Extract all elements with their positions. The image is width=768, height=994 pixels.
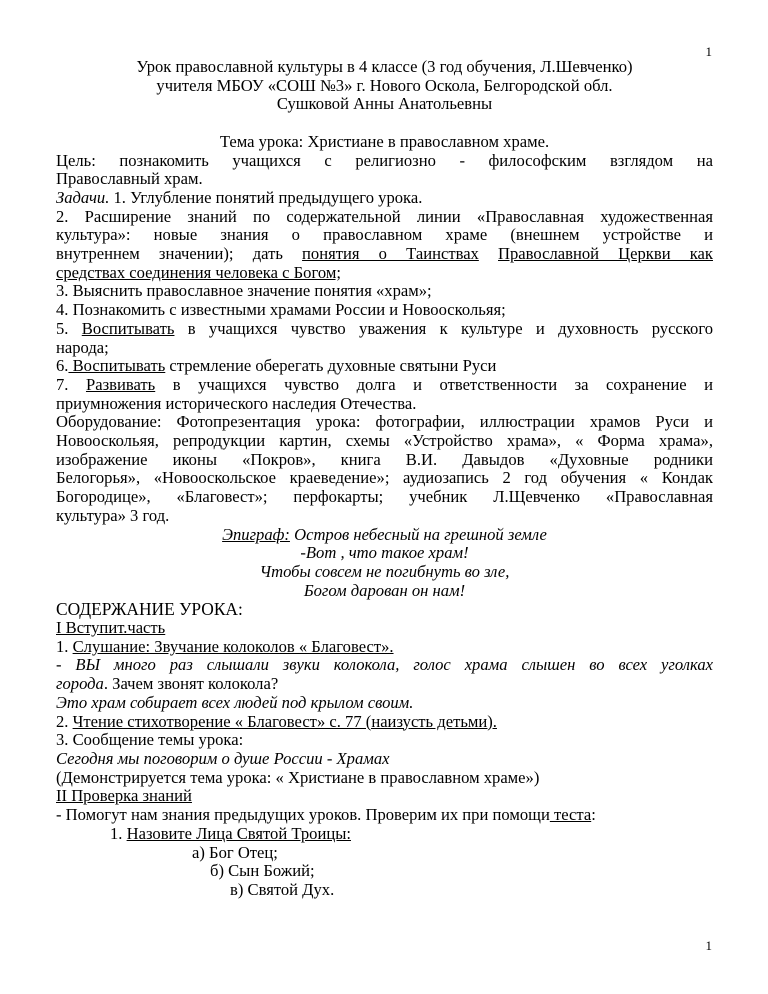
task-7-line-1: 7. Развивать в учащихся чувство долга и ответственности за сохранение и: [56, 374, 713, 394]
option-a: а) Бог Отец;: [192, 842, 278, 862]
task-5-line-1: 5. Воспитывать в учащихся чувство уважения к культуре и духовность русского: [56, 318, 714, 338]
bell-answer: Это храм собирает всех людей под крылом своим.: [56, 692, 414, 712]
epigraph-line-1: Эпиграф: Остров небесный на грешной земле: [222, 524, 547, 544]
task-2-line-3: внутреннем значении); дать понятия о Таинствах Православной Церкви как: [56, 244, 713, 264]
today-text: Сегодня мы поговорим о душе России - Храмах: [56, 749, 390, 768]
bell-quote-line-1: - ВЫ много раз слышали звуки колокола, голос храма слышен во всех уголках: [56, 655, 713, 675]
epigraph-line-4: Богом дарован он нам!: [303, 580, 466, 600]
equipment-line-3: изображение иконы «Покров», книга В.И. Давыдов «Духовные родники: [56, 449, 713, 469]
section-1-item-2: 2. Чтение стихотворение « Благовест» с. 77 (наизусть детьми).: [56, 711, 497, 731]
task-2-line-4: средствах соединения человека с Богом;: [56, 262, 341, 282]
goal-line-1: Цель: познакомить учащихся с религиозно - философским взглядом на: [56, 150, 713, 170]
epigraph-line-3: Чтобы совсем не погибнуть во зле,: [259, 561, 510, 581]
header-line-3: Сушковой Анны Анатольевны: [276, 94, 493, 114]
section-2-title: II Проверка знаний: [56, 786, 192, 806]
epigraph-label: Эпиграф:: [222, 524, 290, 544]
document-body: [56, 58, 713, 900]
option-c: в) Святой Дух.: [230, 879, 335, 899]
task-2-line-1: 2. Расширение знаний по содержательной линии «Православная художественная: [56, 206, 713, 226]
page-number-top: 1: [705, 44, 712, 59]
tasks-label: Задачи.: [56, 187, 110, 207]
section-1-item-3: 3. Сообщение темы урока:: [56, 730, 244, 750]
demo-text: (Демонстрируется тема урока: « Христиане в православном храме»): [56, 767, 540, 787]
task-1: Задачи. 1. Углубление понятий предыдущего урока.: [56, 187, 423, 207]
bell-quote-line-2: города. Зачем звонят колокола?: [56, 674, 279, 694]
question-1: 1. Назовите Лица Святой Троицы:: [110, 823, 351, 843]
task-3: 3. Выяснить православное значение понятия «храм»;: [56, 281, 432, 301]
equipment-line-4: Белогорья», «Новооскольское краеведение»; аудиозапись 2 год обучения « Кондак: [56, 468, 713, 488]
epigraph-line-2: -Вот , что такое храм!: [300, 543, 469, 563]
task-4: 4. Познакомить с известными храмами России и Новооскольяя;: [56, 300, 506, 320]
equipment-line-1: Оборудование: Фотопрезентация урока: фотографии, иллюстрации храмов Руси и: [56, 412, 713, 432]
section-2-intro: - Помогут нам знания предыдущих уроков. Проверим их при помощи теста:: [56, 805, 596, 825]
task-6: 6. Воспитывать стремление оберегать духовные святыни Руси: [56, 356, 497, 376]
option-b: б) Сын Божий;: [210, 861, 315, 881]
equipment-line-6: культура» 3 год.: [56, 505, 170, 525]
page-number-bottom: 1: [705, 938, 712, 953]
equipment-line-2: Новооскольяя, репродукции картин, схемы «Устройство храма», « Форма храма»,: [56, 431, 713, 451]
goal-line-2: Православный храм.: [56, 169, 203, 189]
content-heading: СОДЕРЖАНИЕ УРОКА:: [56, 599, 243, 620]
equipment-line-5: Богородице», «Благовест»; перфокарты; учебник Л.Щевченко «Православная: [56, 487, 713, 507]
header-line-2: учителя МБОУ «СОШ №3» г. Нового Оскола, Белгородской обл.: [156, 75, 613, 95]
header-line-1: Урок православной культуры в 4 классе (3 год обучения, Л.Шевченко): [136, 57, 633, 76]
section-1-title: I Вступит.часть: [56, 618, 166, 638]
task-5-line-2: народа;: [56, 337, 109, 357]
task-7-line-2: приумножения исторического наследия Отечества.: [56, 393, 417, 413]
task-2-line-2: культура»: новые знания о православном храме (внешнем устройстве и: [56, 225, 713, 245]
section-1-item-1: 1. Слушание: Звучание колоколов « Благовест».: [56, 636, 394, 656]
lesson-topic: Тема урока: Христиане в православном храме.: [219, 131, 550, 151]
